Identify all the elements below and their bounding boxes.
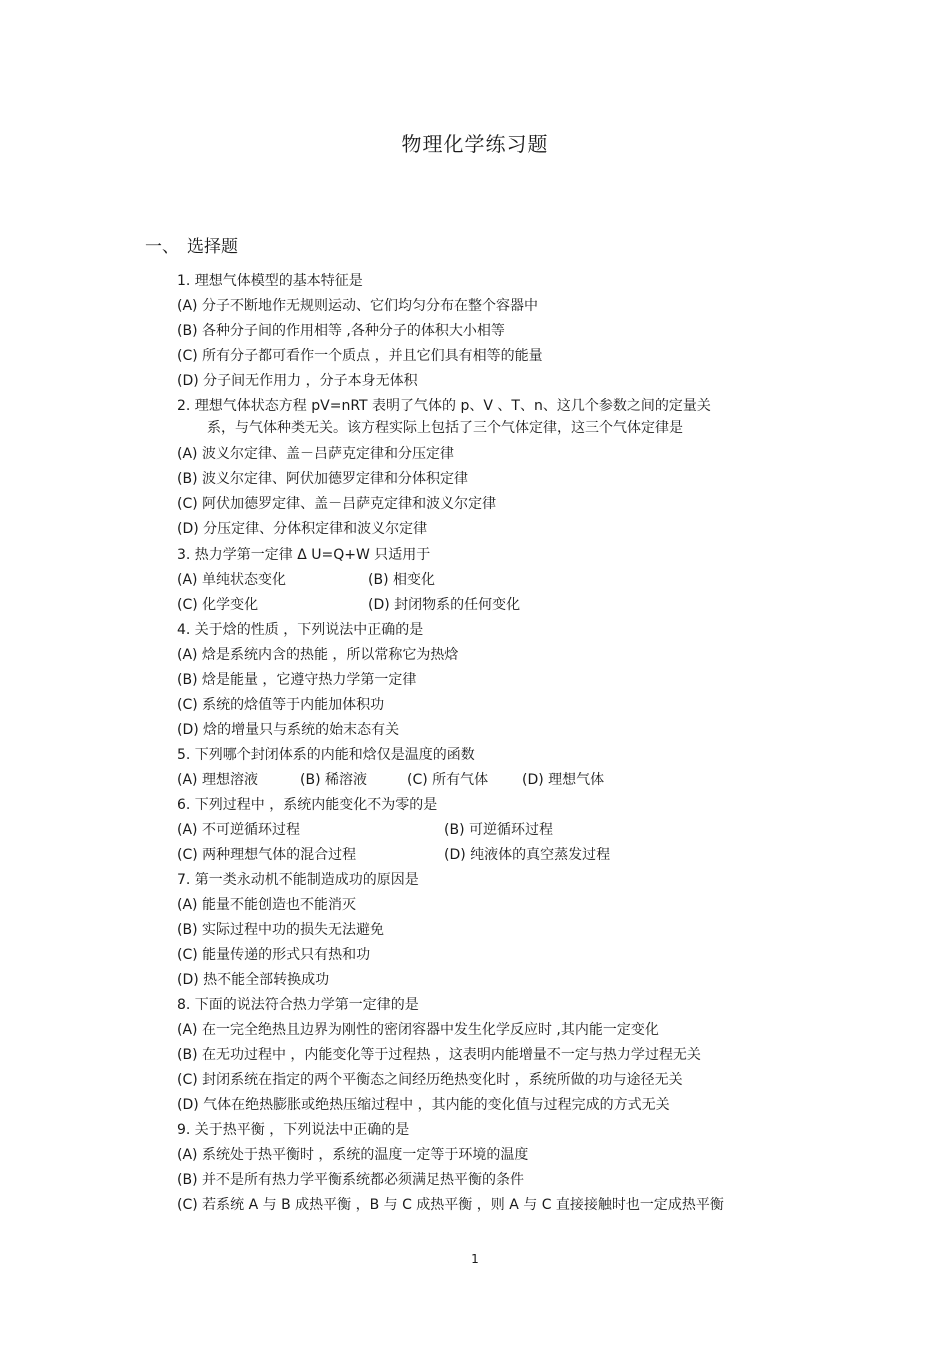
option-8c: (C) 封闭系统在指定的两个平衡态之间经历绝热变化时 ，系统所做的功与途径无关 bbox=[177, 1072, 683, 1088]
question-9: 9. 关于热平衡 ，下列说法中正确的是 bbox=[177, 1122, 410, 1138]
option-8a: (A) 在一完全绝热且边界为刚性的密闭容器中发生化学反应时 ,其内能一定变化 bbox=[177, 1022, 659, 1038]
option-4d: (D) 焓的增量只与系统的始末态有关 bbox=[177, 722, 400, 738]
question-2-continuation: 系，与气体种类无关。该方程实际上包括了三个气体定律，这三个气体定律是 bbox=[207, 420, 683, 436]
option-9c: (C) 若系统 A 与 B 成热平衡 ，B 与 C 成热平衡 ，则 A 与 C 直接接触时也一定成热平衡 bbox=[177, 1197, 724, 1213]
question-8: 8. 下面的说法符合热力学第一定律的是 bbox=[177, 997, 419, 1013]
question-6: 6. 下列过程中 ，系统内能变化不为零的是 bbox=[177, 797, 438, 813]
option-1b: (B) 各种分子间的作用相等 ,各种分子的体积大小相等 bbox=[177, 323, 505, 339]
option-3c: (C) 化学变化 bbox=[177, 597, 259, 613]
option-7c: (C) 能量传递的形式只有热和功 bbox=[177, 947, 371, 963]
question-1: 1. 理想气体模型的基本特征是 bbox=[177, 273, 363, 289]
question-2: 2. 理想气体状态方程 pV=nRT 表明了气体的 p、V 、T、n、这几个参数之间的定量关 bbox=[177, 398, 711, 414]
document-title: 物理化学练习题 bbox=[401, 132, 549, 156]
option-6b: (B) 可逆循环过程 bbox=[444, 822, 553, 838]
option-4b: (B) 焓是能量 ，它遵守热力学第一定律 bbox=[177, 672, 417, 688]
question-7: 7. 第一类永动机不能制造成功的原因是 bbox=[177, 872, 419, 888]
option-9a: (A) 系统处于热平衡时 ，系统的温度一定等于环境的温度 bbox=[177, 1147, 529, 1163]
section-heading bbox=[145, 232, 238, 257]
question-5: 5. 下列哪个封闭体系的内能和焓仅是温度的函数 bbox=[177, 747, 475, 763]
option-4c: (C) 系统的焓值等于内能加体积功 bbox=[177, 697, 385, 713]
option-3b: (B) 相变化 bbox=[368, 572, 435, 588]
option-7a: (A) 能量不能创造也不能消灭 bbox=[177, 897, 356, 913]
option-6c: (C) 两种理想气体的混合过程 bbox=[177, 847, 357, 863]
option-1a: (A) 分子不断地作无规则运动、它们均匀分布在整个容器中 bbox=[177, 298, 538, 314]
option-3d: (D) 封闭物系的任何变化 bbox=[368, 597, 521, 613]
section-label: 选择题 bbox=[187, 237, 238, 257]
option-3a: (A) 单纯状态变化 bbox=[177, 572, 286, 588]
option-4a: (A) 焓是系统内含的热能 ，所以常称它为热焓 bbox=[177, 647, 459, 663]
question-3: 3. 热力学第一定律 Δ U=Q+W 只适用于 bbox=[177, 547, 431, 563]
page-number: 1 bbox=[471, 1252, 479, 1266]
option-8d: (D) 气体在绝热膨胀或绝热压缩过程中 ，其内能的变化值与过程完成的方式无关 bbox=[177, 1097, 670, 1113]
option-8b: (B) 在无功过程中 ，内能变化等于过程热 ，这表明内能增量不一定与热力学过程无关 bbox=[177, 1047, 701, 1063]
option-6d: (D) 纯液体的真空蒸发过程 bbox=[444, 847, 611, 863]
option-7d: (D) 热不能全部转换成功 bbox=[177, 972, 330, 988]
option-5c: (C) 所有气体 bbox=[407, 772, 489, 788]
option-2b: (B) 波义尔定律、阿伏加德罗定律和分体积定律 bbox=[177, 471, 468, 487]
question-4: 4. 关于焓的性质 ，下列说法中正确的是 bbox=[177, 622, 424, 638]
option-5b: (B) 稀溶液 bbox=[300, 772, 367, 788]
option-2c: (C) 阿伏加德罗定律、盖－吕萨克定律和波义尔定律 bbox=[177, 496, 497, 512]
option-2d: (D) 分压定律、分体积定律和波义尔定律 bbox=[177, 521, 428, 537]
option-5a: (A) 理想溶液 bbox=[177, 772, 258, 788]
section-number: 一、 bbox=[145, 237, 179, 257]
option-1c: (C) 所有分子都可看作一个质点 ，并且它们具有相等的能量 bbox=[177, 348, 543, 364]
option-6a: (A) 不可逆循环过程 bbox=[177, 822, 300, 838]
option-1d: (D) 分子间无作用力 ，分子本身无体积 bbox=[177, 373, 418, 389]
option-7b: (B) 实际过程中功的损失无法避免 bbox=[177, 922, 384, 938]
option-9b: (B) 并不是所有热力学平衡系统都必须满足热平衡的条件 bbox=[177, 1172, 524, 1188]
option-5d: (D) 理想气体 bbox=[522, 772, 605, 788]
option-2a: (A) 波义尔定律、盖－吕萨克定律和分压定律 bbox=[177, 446, 454, 462]
